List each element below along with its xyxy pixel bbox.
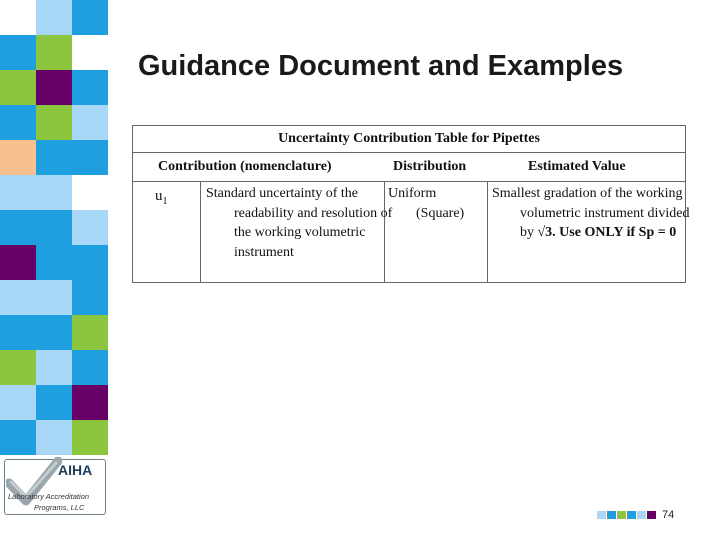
footer-square bbox=[597, 511, 606, 519]
mosaic-tile bbox=[72, 140, 108, 175]
mosaic-tile bbox=[36, 140, 72, 175]
mosaic-tile bbox=[36, 35, 72, 70]
header-contribution: Contribution (nomenclature) bbox=[158, 159, 332, 174]
footer-square bbox=[647, 511, 656, 519]
mosaic-tile bbox=[72, 420, 108, 455]
mosaic-tile bbox=[72, 315, 108, 350]
mosaic-tile bbox=[36, 105, 72, 140]
table-divider bbox=[487, 181, 488, 283]
mosaic-tile bbox=[36, 70, 72, 105]
mosaic-tile bbox=[72, 385, 108, 420]
symbol-u1 bbox=[155, 188, 168, 207]
footer-square bbox=[607, 511, 616, 519]
mosaic-tile bbox=[0, 350, 36, 385]
slide-title: Guidance Document and Examples bbox=[138, 50, 624, 82]
mosaic-tile bbox=[0, 280, 36, 315]
mosaic-tile bbox=[36, 385, 72, 420]
mosaic-tile bbox=[72, 280, 108, 315]
symbol-base: u bbox=[155, 188, 163, 204]
mosaic-tile bbox=[36, 175, 72, 210]
mosaic-tile bbox=[72, 210, 108, 245]
table-divider bbox=[200, 181, 201, 283]
estimated-value-condition: √3. Use ONLY if Sp = 0 bbox=[537, 225, 677, 240]
footer-square bbox=[627, 511, 636, 519]
mosaic-tile bbox=[36, 350, 72, 385]
mosaic-tile bbox=[72, 105, 108, 140]
footer-square bbox=[617, 511, 626, 519]
mosaic-tile bbox=[36, 210, 72, 245]
mosaic-tile bbox=[0, 140, 36, 175]
mosaic-tile bbox=[36, 0, 72, 35]
mosaic-tile bbox=[0, 70, 36, 105]
uncertainty-table bbox=[132, 125, 690, 283]
estimated-value-cell bbox=[492, 184, 695, 243]
mosaic-tile bbox=[36, 280, 72, 315]
logo-name: AIHA bbox=[58, 462, 93, 478]
logo-line1: Laboratory Accreditation bbox=[8, 492, 90, 501]
table-rule bbox=[133, 152, 685, 153]
header-estimated-value: Estimated Value bbox=[528, 159, 626, 174]
mosaic-tile bbox=[0, 210, 36, 245]
mosaic-tile bbox=[72, 70, 108, 105]
symbol-subscript: 1 bbox=[162, 196, 168, 207]
mosaic-tile bbox=[36, 420, 72, 455]
footer-square bbox=[637, 511, 646, 519]
page-number: 74 bbox=[662, 509, 675, 521]
mosaic-tile bbox=[72, 0, 108, 35]
mosaic-tile bbox=[36, 315, 72, 350]
description-cell: Standard uncertainty of the readability and resolution of the working volumetric instrument bbox=[206, 186, 393, 260]
table-rule bbox=[133, 181, 685, 182]
mosaic-tile bbox=[36, 245, 72, 280]
estimated-value-text: Smallest gradation of the working volumetric instrument divided by bbox=[492, 186, 690, 240]
mosaic-tile bbox=[72, 350, 108, 385]
mosaic-tile bbox=[0, 315, 36, 350]
mosaic-tile bbox=[0, 245, 36, 280]
decorative-mosaic bbox=[0, 0, 108, 455]
mosaic-tile bbox=[0, 175, 36, 210]
mosaic-tile bbox=[72, 245, 108, 280]
distribution-cell: Uniform (Square) bbox=[388, 186, 465, 221]
header-distribution: Distribution bbox=[393, 159, 467, 174]
mosaic-tile bbox=[0, 385, 36, 420]
table-caption: Uncertainty Contribution Table for Pipettes bbox=[278, 131, 540, 146]
mosaic-tile bbox=[0, 35, 36, 70]
mosaic-tile bbox=[0, 105, 36, 140]
mosaic-tile bbox=[0, 420, 36, 455]
logo-line2: Programs, LLC bbox=[34, 503, 85, 512]
